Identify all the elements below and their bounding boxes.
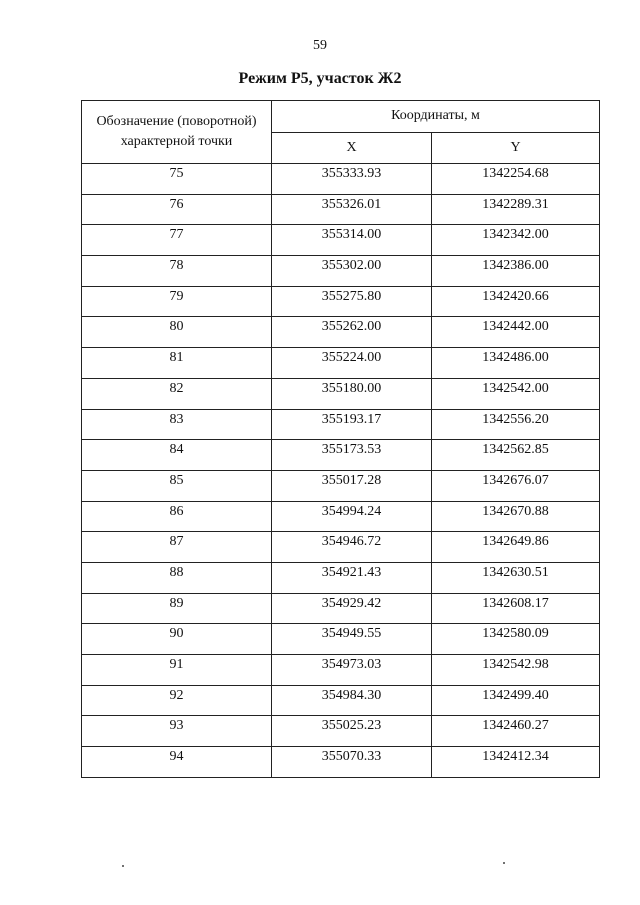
- point-cell: 75: [82, 164, 272, 195]
- y-coordinate-cell: 1342542.98: [432, 655, 600, 686]
- y-coordinate-cell: 1342342.00: [432, 225, 600, 256]
- point-cell: 84: [82, 440, 272, 471]
- x-coordinate-cell: 355173.53: [272, 440, 432, 471]
- x-coordinate-cell: 355224.00: [272, 348, 432, 379]
- x-coordinate-cell: 354921.43: [272, 562, 432, 593]
- y-coordinate-cell: 1342499.40: [432, 685, 600, 716]
- x-coordinate-cell: 355017.28: [272, 470, 432, 501]
- x-coordinate-cell: 355193.17: [272, 409, 432, 440]
- point-cell: 89: [82, 593, 272, 624]
- y-coordinate-cell: 1342254.68: [432, 164, 600, 195]
- y-coordinate-cell: 1342386.00: [432, 256, 600, 287]
- y-coordinate-cell: 1342580.09: [432, 624, 600, 655]
- y-coordinate-cell: 1342542.00: [432, 378, 600, 409]
- y-coordinate-cell: 1342460.27: [432, 716, 600, 747]
- point-cell: 93: [82, 716, 272, 747]
- y-coordinate-cell: 1342556.20: [432, 409, 600, 440]
- table-row: [82, 593, 600, 624]
- table-row: [82, 225, 600, 256]
- table-row: [82, 470, 600, 501]
- table-row: [82, 532, 600, 563]
- x-coordinate-cell: 355275.80: [272, 286, 432, 317]
- table-row: [82, 562, 600, 593]
- y-coordinate-cell: 1342676.07: [432, 470, 600, 501]
- y-coordinate-cell: 1342562.85: [432, 440, 600, 471]
- table-row: [82, 409, 600, 440]
- y-coordinate-cell: 1342649.86: [432, 532, 600, 563]
- point-cell: 86: [82, 501, 272, 532]
- y-coordinate-cell: 1342420.66: [432, 286, 600, 317]
- x-coordinate-cell: 354929.42: [272, 593, 432, 624]
- x-coordinate-cell: 354973.03: [272, 655, 432, 686]
- y-coordinate-cell: 1342412.34: [432, 747, 600, 778]
- page-title: Режим Р5, участок Ж2: [238, 70, 402, 87]
- y-column-header: Y: [432, 132, 600, 164]
- table-row: [82, 716, 600, 747]
- table-row: [82, 256, 600, 287]
- x-column-header: X: [272, 132, 432, 164]
- coordinates-column-header: Координаты, м: [272, 101, 600, 133]
- y-coordinate-cell: 1342442.00: [432, 317, 600, 348]
- point-cell: 90: [82, 624, 272, 655]
- table-row: [82, 501, 600, 532]
- table-row: [82, 685, 600, 716]
- table-row: [82, 440, 600, 471]
- point-column-header: Обозначение (поворотной) характерной точки: [82, 101, 272, 164]
- page-number: 59: [313, 38, 327, 53]
- x-coordinate-cell: 355070.33: [272, 747, 432, 778]
- x-coordinate-cell: 355326.01: [272, 194, 432, 225]
- point-cell: 82: [82, 378, 272, 409]
- point-cell: 83: [82, 409, 272, 440]
- table-body: [82, 164, 600, 778]
- point-cell: 94: [82, 747, 272, 778]
- y-coordinate-cell: 1342670.88: [432, 501, 600, 532]
- table-row: [82, 164, 600, 195]
- coordinates-table: [81, 100, 600, 778]
- point-cell: 78: [82, 256, 272, 287]
- x-coordinate-cell: 355262.00: [272, 317, 432, 348]
- x-coordinate-cell: 354984.30: [272, 685, 432, 716]
- x-coordinate-cell: 354949.55: [272, 624, 432, 655]
- x-coordinate-cell: 354946.72: [272, 532, 432, 563]
- table-row: [82, 348, 600, 379]
- point-cell: 85: [82, 470, 272, 501]
- point-cell: 87: [82, 532, 272, 563]
- y-coordinate-cell: 1342486.00: [432, 348, 600, 379]
- x-coordinate-cell: 354994.24: [272, 501, 432, 532]
- y-coordinate-cell: 1342608.17: [432, 593, 600, 624]
- scan-speck: [503, 862, 505, 864]
- table-row: [82, 624, 600, 655]
- x-coordinate-cell: 355333.93: [272, 164, 432, 195]
- y-coordinate-cell: 1342630.51: [432, 562, 600, 593]
- table-row: [82, 317, 600, 348]
- x-coordinate-cell: 355302.00: [272, 256, 432, 287]
- point-cell: 77: [82, 225, 272, 256]
- point-cell: 81: [82, 348, 272, 379]
- point-cell: 88: [82, 562, 272, 593]
- table-row: [82, 286, 600, 317]
- x-coordinate-cell: 355314.00: [272, 225, 432, 256]
- point-cell: 79: [82, 286, 272, 317]
- table-row: [82, 378, 600, 409]
- x-coordinate-cell: 355180.00: [272, 378, 432, 409]
- table-row: [82, 747, 600, 778]
- point-cell: 80: [82, 317, 272, 348]
- table-row: [82, 655, 600, 686]
- x-coordinate-cell: 355025.23: [272, 716, 432, 747]
- point-cell: 76: [82, 194, 272, 225]
- table-row: [82, 194, 600, 225]
- y-coordinate-cell: 1342289.31: [432, 194, 600, 225]
- point-cell: 91: [82, 655, 272, 686]
- point-cell: 92: [82, 685, 272, 716]
- scan-speck: [122, 865, 124, 867]
